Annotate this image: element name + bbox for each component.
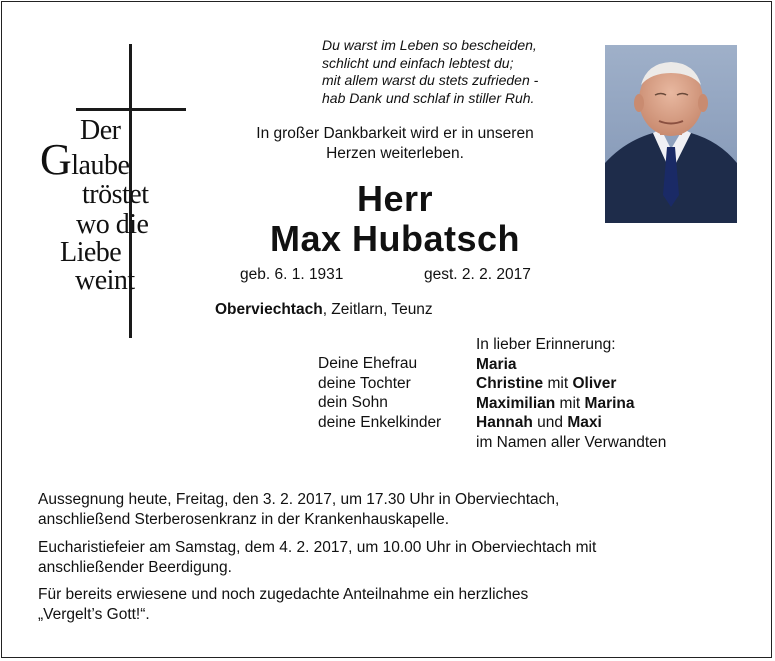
relation-item: deine Tochter xyxy=(318,374,411,392)
verse-initial: D xyxy=(80,115,100,146)
deceased-title: Herr xyxy=(356,178,434,219)
conjunction: mit xyxy=(543,375,573,392)
conjunction: und xyxy=(532,414,568,431)
mourner-grandchildren xyxy=(476,413,666,433)
verse-line-weint: weint xyxy=(75,265,135,296)
notice-line: Für bereits erwiesene und noch zugedachte Anteilnahme ein herzliches xyxy=(38,586,529,603)
mourners-header: In lieber Erinnerung: xyxy=(476,336,616,353)
relation-item: deine Enkelkinder xyxy=(318,413,442,431)
thanks-line: Herzen weiterleben. xyxy=(326,145,464,162)
notice-line: Eucharistiefeier am Samstag, dem 4. 2. 2017, um 10.00 Uhr in Oberviechtach mit xyxy=(38,539,597,556)
notice-line: Aussegnung heute, Freitag, den 3. 2. 2017, um 17.30 Uhr in Oberviechtach, xyxy=(38,491,560,508)
mourner-name: Maxi xyxy=(567,414,602,431)
thanks-text xyxy=(205,124,585,164)
mourner-name: Marina xyxy=(584,394,635,412)
verse-text: laube xyxy=(71,150,130,181)
mourners-list xyxy=(476,335,666,452)
poem-line: Du warst im Leben so bescheiden, xyxy=(322,37,537,53)
poem xyxy=(322,37,592,107)
cross-horizontal-bar xyxy=(76,108,186,111)
mourner-son xyxy=(476,394,666,414)
mourner-name: Maximilian xyxy=(476,394,556,412)
birth-date: geb. 6. 1. 1931 xyxy=(240,266,344,283)
relation-item: dein Sohn xyxy=(318,394,388,411)
verse-line-troestet: tröstet xyxy=(82,179,149,210)
notice-line: anschließender Beerdigung. xyxy=(38,559,232,576)
mourner-name: Oliver xyxy=(572,375,617,392)
portrait-photo xyxy=(605,45,737,223)
verse-line-wo-die: wo die xyxy=(76,209,149,240)
poem-line: hab Dank und schlaf in stiller Ruh. xyxy=(322,89,535,106)
mourner-daughter xyxy=(476,374,666,394)
verse-initial: G xyxy=(40,135,72,184)
residence-rest: , Zeitlarn, Teunz xyxy=(322,301,433,318)
thanks-line: In großer Dankbarkeit wird er in unseren xyxy=(256,125,534,142)
verse-line-liebe: Liebe xyxy=(60,237,122,268)
notice-thanks xyxy=(38,585,738,625)
notice-line: anschließend Sterberosenkranz in der Krankenhauskapelle. xyxy=(38,511,449,528)
notice-line: „Vergelt’s Gott!“. xyxy=(38,606,150,623)
conjunction: mit xyxy=(555,394,585,412)
notice-mass xyxy=(38,538,738,578)
mourner-wife xyxy=(476,355,666,375)
poem-line: mit allem warst du stets zufrieden - xyxy=(322,72,539,88)
notice-blessing xyxy=(38,490,738,530)
mourners-relatives: im Namen aller Verwandten xyxy=(476,433,667,451)
mourner-name: Hannah xyxy=(476,414,533,431)
residence xyxy=(215,301,433,319)
poem-line: schlicht und einfach lebtest du; xyxy=(322,54,514,71)
relations-list xyxy=(318,354,441,432)
residence-main: Oberviechtach xyxy=(215,301,323,318)
deceased-name: Max Hubatsch xyxy=(269,218,521,259)
relation-item: Deine Ehefrau xyxy=(318,355,418,372)
verse-line-glaube xyxy=(40,135,130,184)
mourner-name: Maria xyxy=(476,355,517,373)
mourner-name: Christine xyxy=(476,375,544,392)
verse-text: er xyxy=(99,115,121,146)
death-date: gest. 2. 2. 2017 xyxy=(424,266,531,283)
